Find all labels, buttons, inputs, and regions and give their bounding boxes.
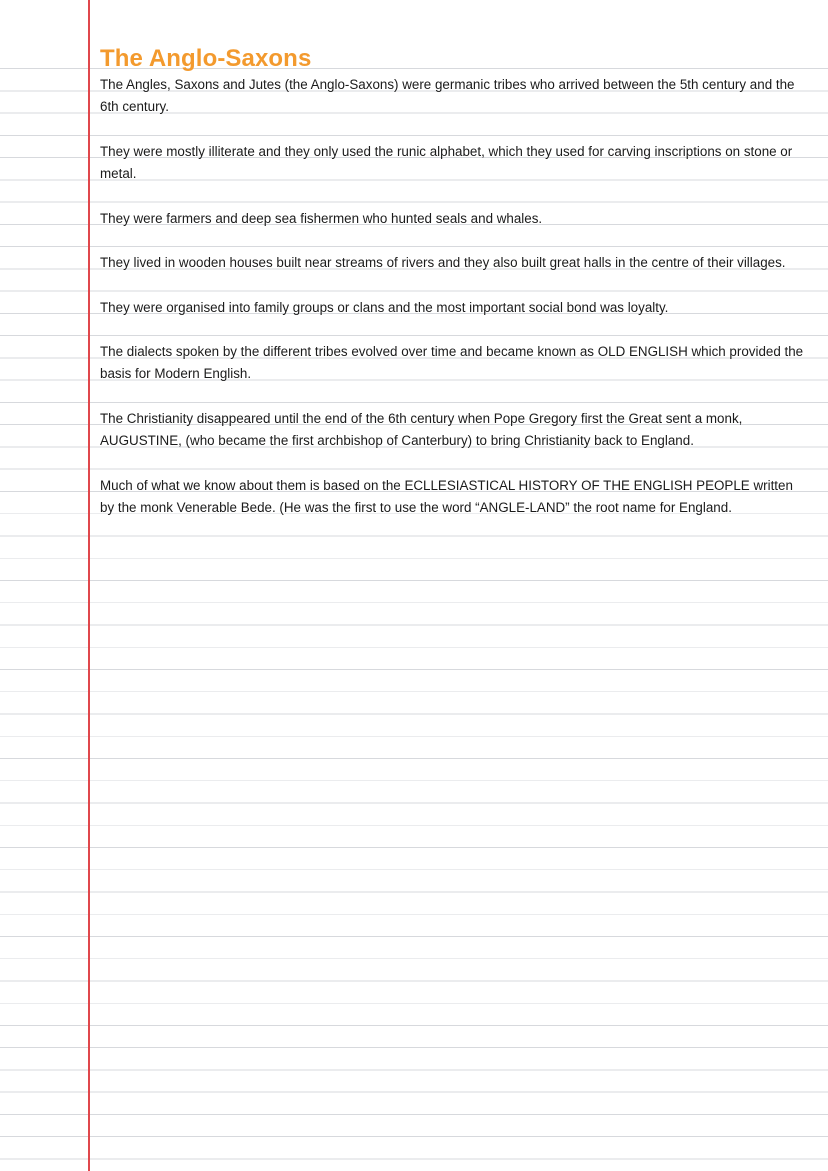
paragraph-1: The Angles, Saxons and Jutes (the Anglo-Saxons) were germanic tribes who arrived between the 5th century and the 6th century. bbox=[100, 77, 795, 115]
paragraph-2: They were mostly illiterate and they only used the runic alphabet, which they used for carving inscriptions on stone or metal. bbox=[100, 143, 793, 181]
paragraph-6: The dialects spoken by the different tribes evolved over time and became known as OLD ENGLISH which provided the basis for Modern English. bbox=[100, 344, 804, 382]
page-title: The Anglo-Saxons bbox=[100, 45, 312, 72]
paragraph-5: They were organised into family groups or clans and the most important social bond was loyalty. bbox=[100, 299, 669, 315]
paragraph-8: Much of what we know about them is based on the ECLLESIASTICAL HISTORY OF THE ENGLISH PEOPLE written by the monk Venerable Bede. (He was the first to use the word “ANGLE-LAND” the root name for England. bbox=[100, 477, 793, 515]
document-body bbox=[100, 44, 805, 541]
paragraph-4: They lived in wooden houses built near streams of rivers and they also built great halls in the centre of their villages. bbox=[100, 255, 786, 270]
margin-line bbox=[88, 0, 90, 1171]
paragraph-3: They were farmers and deep sea fishermen who hunted seals and whales. bbox=[100, 210, 543, 226]
paragraph-7: The Christianity disappeared until the end of the 6th century when Pope Gregory first the Great sent a monk, AUGUSTINE, (who became the first archbishop of Canterbury) to bring Christianity back to England. bbox=[100, 410, 743, 448]
